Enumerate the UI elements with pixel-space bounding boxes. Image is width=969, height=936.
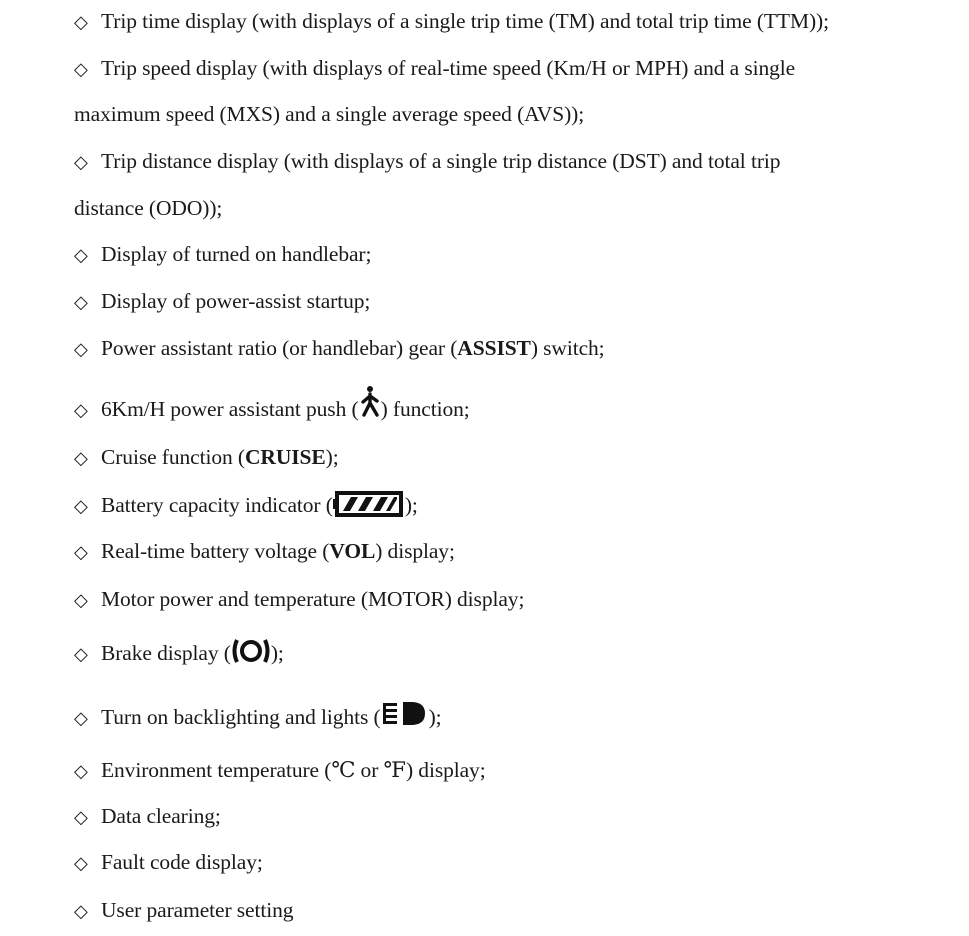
list-item-text: ) switch;: [530, 336, 605, 360]
list-item-text: Display of turned on handlebar;: [101, 242, 372, 266]
list-item-fault-code: [74, 848, 961, 878]
list-item-text: );: [270, 641, 284, 665]
list-item-cruise: [74, 443, 961, 473]
list-item-voltage: [74, 537, 961, 567]
list-item-text: Trip time display (with displays of a single trip time (TM) and total trip time (TTM));: [101, 9, 829, 33]
list-item-text: 6Km/H power assistant push (: [101, 397, 359, 421]
brake-icon: [231, 637, 271, 665]
list-item-text: Fault code display;: [101, 850, 263, 874]
diamond-bullet: ◇: [74, 708, 88, 729]
list-item-text: maximum speed (MXS) and a single average speed (AVS));: [74, 102, 585, 126]
list-item-text: Turn on backlighting and lights (: [101, 705, 381, 729]
list-item-text: Trip distance display (with displays of a single trip distance (DST) and total trip: [101, 149, 781, 173]
list-item-env-temp: [74, 756, 961, 786]
list-item-push-assist: [74, 395, 961, 425]
list-item-text: Battery capacity indicator (: [101, 493, 333, 517]
diamond-bullet: ◇: [74, 853, 88, 874]
list-item-text: Cruise function (: [101, 445, 245, 469]
list-item-trip-speed: [74, 54, 961, 84]
list-item-lights: [74, 703, 961, 733]
list-item-text: Data clearing;: [101, 804, 221, 828]
list-item-text: Motor power and temperature (MOTOR) display;: [101, 587, 525, 611]
list-item-text: Power assistant ratio (or handlebar) gear (: [101, 336, 458, 360]
list-item-battery: [74, 491, 961, 521]
list-item-keyword: VOL: [329, 539, 376, 563]
list-item-text: Display of power-assist startup;: [101, 289, 371, 313]
list-item-text: Environment temperature (℃ or ℉) display;: [101, 758, 486, 782]
list-item-text: );: [428, 705, 442, 729]
list-item-assist-gear: [74, 334, 961, 364]
list-item-trip-speed-continued: [74, 100, 961, 128]
diamond-bullet: ◇: [74, 807, 88, 828]
diamond-bullet: ◇: [74, 448, 88, 469]
diamond-bullet: ◇: [74, 761, 88, 782]
list-item-text: );: [404, 493, 418, 517]
headlight-icon: [381, 699, 429, 729]
diamond-bullet: ◇: [74, 590, 88, 611]
list-item-text: Trip speed display (with displays of real-time speed (Km/H or MPH) and a single: [101, 56, 796, 80]
list-item-handlebar: [74, 240, 961, 270]
diamond-bullet: ◇: [74, 245, 88, 266]
list-item-text: ) function;: [380, 397, 470, 421]
diamond-bullet: ◇: [74, 292, 88, 313]
list-item-text: User parameter setting: [101, 898, 294, 922]
list-item-text: Brake display (: [101, 641, 231, 665]
diamond-bullet: ◇: [74, 12, 88, 33]
walking-person-icon: [359, 385, 381, 419]
list-item-keyword: ASSIST: [457, 336, 531, 360]
diamond-bullet: ◇: [74, 644, 88, 665]
list-item-text: distance (ODO));: [74, 196, 223, 220]
diamond-bullet: ◇: [74, 339, 88, 360]
list-item-text: );: [325, 445, 339, 469]
diamond-bullet: ◇: [74, 901, 88, 922]
diamond-bullet: ◇: [74, 400, 88, 421]
list-item-brake: [74, 639, 961, 669]
list-item-text: Real-time battery voltage (: [101, 539, 330, 563]
list-item-data-clearing: [74, 802, 961, 832]
diamond-bullet: ◇: [74, 59, 88, 80]
list-item-trip-time: [74, 7, 961, 37]
list-item-power-assist-startup: [74, 287, 961, 317]
list-item-keyword: CRUISE: [245, 445, 326, 469]
battery-icon: [333, 490, 405, 518]
diamond-bullet: ◇: [74, 496, 88, 517]
list-item-text: ) display;: [375, 539, 455, 563]
list-item-user-param: [74, 896, 961, 926]
list-item-trip-distance-continued: [74, 194, 961, 222]
diamond-bullet: ◇: [74, 152, 88, 173]
list-item-motor: [74, 585, 961, 615]
list-item-trip-distance: [74, 147, 961, 177]
diamond-bullet: ◇: [74, 542, 88, 563]
